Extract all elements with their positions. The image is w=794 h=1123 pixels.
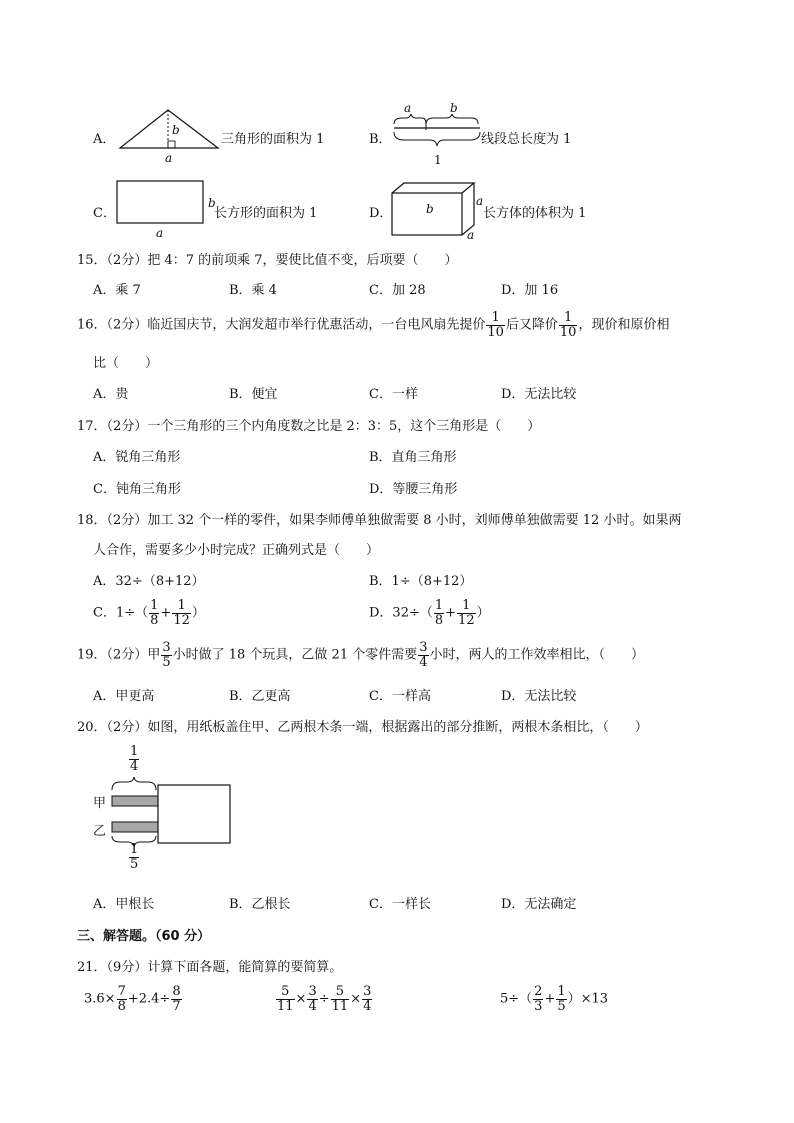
q19-option-a: A．甲更高 <box>93 689 155 704</box>
q16-stem-line1 <box>77 311 669 339</box>
segment-figure <box>392 100 482 172</box>
triangle-label-b: b <box>172 123 180 137</box>
q20-label-jia: 甲 <box>93 796 107 811</box>
q16-stem-b: 后又降价 <box>505 317 558 333</box>
rectangle-label-b: b <box>208 196 216 210</box>
q19-option-b: B．乙更高 <box>229 689 291 704</box>
q18-option-c: C．1÷（ $\frac{1}{8}$ + $\frac{1}{12}$ ） <box>93 598 205 628</box>
wood-strips-figure <box>108 776 233 848</box>
q20-top-fraction: $\frac{1}{4}$ <box>130 744 139 774</box>
cuboid-label-b: b <box>426 202 434 216</box>
rectangle-figure <box>116 180 216 240</box>
q18-d-fraction-1: $\frac{1}{8}$ <box>434 598 444 628</box>
q18-stem-line2: 人合作，需要多少小时完成？正确列式是（ ） <box>93 543 380 558</box>
q16-option-d: D．无法比较 <box>501 387 577 402</box>
q19-fraction-1: $\frac{3}{5}$ <box>162 640 171 670</box>
q14-option-a-text: 三角形的面积为 1 <box>221 132 325 147</box>
section-3-title: 三、解答题。（60 分） <box>77 929 211 944</box>
q20-option-a: A．甲根长 <box>93 897 155 912</box>
q19-stem: 19．（2分）甲 $\frac{3}{5}$ 小时做了 18 个玩具，乙做 21 个零件需要 $\frac{3}{4}$ 小时，两人的工作效率相比，（ ） <box>77 640 645 670</box>
q14-option-b-text: 线段总长度为 1 <box>481 132 572 147</box>
q16-stem-a: 16．（2分）临近国庆节，大润发超市举行优惠活动，一台电风扇先提价 <box>77 317 486 333</box>
triangle-figure <box>118 108 223 164</box>
q20-bottom-fraction: $\frac{1}{5}$ <box>130 842 139 872</box>
q18-option-b: B．1÷（8+12） <box>369 574 473 589</box>
q18-option-a: A．32÷（8+12） <box>93 574 205 589</box>
segment-label-a: a <box>404 101 412 115</box>
q16-option-b: B．便宜 <box>229 387 278 402</box>
q20-option-d: D．无法确定 <box>501 897 577 912</box>
q16-stem-line2: 比（ ） <box>93 356 159 371</box>
cuboid-label-a-depth: a <box>467 228 475 242</box>
q15-option-d: D．加 16 <box>501 283 559 298</box>
q18-stem-line1: 18．（2分）加工 32 个一样的零件，如果李师傅单独做需要 8 小时，刘师傅单独做需要 12 小时。如果两 <box>77 513 682 528</box>
q16-option-c: C．一样 <box>369 387 418 402</box>
q16-fraction-2: $\frac{1}{10}$ <box>559 310 577 340</box>
q15-stem: 15．（2分）把 4：7 的前项乘 7，要使比值不变，后项要（ ） <box>77 253 458 268</box>
q19-option-d: D．无法比较 <box>501 689 577 704</box>
q21-stem: 21．（9分）计算下面各题，能简算的要简算。 <box>77 960 343 975</box>
q14-option-d-text: 长方体的体积为 1 <box>483 206 587 221</box>
q14-option-d-letter: D． <box>369 206 393 221</box>
q14-option-c-text: 长方形的面积为 1 <box>214 206 318 221</box>
q19-fraction-2: $\frac{3}{4}$ <box>419 640 428 670</box>
cuboid-label-a-height: a <box>476 194 484 208</box>
q16-stem-c: ，现价和原价相 <box>578 317 670 333</box>
q20-option-c: C．一样长 <box>369 897 431 912</box>
q18-c-fraction-2: $\frac{1}{12}$ <box>173 598 190 628</box>
q20-option-b: B．乙根长 <box>229 897 291 912</box>
q21-expression-3: 5÷（ $\frac{2}{3}$ + $\frac{1}{5}$ ）×13 <box>500 984 609 1014</box>
q14-option-a-letter: A． <box>93 132 116 147</box>
cuboid-figure <box>390 181 485 241</box>
q21-expression-2: $\frac{5}{11}$ × $\frac{3}{4}$ ÷ $\frac{5}{11}$ × $\frac{3}{4}$ <box>277 984 372 1014</box>
q15-option-a: A．乘 7 <box>93 283 141 298</box>
q17-option-a: A．锐角三角形 <box>93 450 181 465</box>
segment-label-total: 1 <box>434 153 442 167</box>
q20-label-yi: 乙 <box>93 824 107 839</box>
triangle-label-a: a <box>165 151 173 165</box>
rectangle-label-a: a <box>156 226 164 240</box>
q15-option-b: B．乘 4 <box>229 283 277 298</box>
q17-stem: 17．（2分）一个三角形的三个内角度数之比是 2：3：5，这个三角形是（ ） <box>77 419 541 434</box>
q19-option-c: C．一样高 <box>369 689 431 704</box>
q17-option-c: C．钝角三角形 <box>93 482 181 497</box>
q18-c-fraction-1: $\frac{1}{8}$ <box>150 598 159 628</box>
q16-option-a: A．贵 <box>93 387 129 402</box>
q14-option-c-letter: C． <box>93 206 116 221</box>
q21-expression-1: 3.6× $\frac{7}{8}$ +2.4÷ $\frac{8}{7}$ <box>84 984 181 1014</box>
q18-option-d: D．32÷（ $\frac{1}{8}$ + $\frac{1}{12}$ ） <box>369 598 490 628</box>
q15-option-c: C．加 28 <box>369 283 426 298</box>
q16-fraction-1: $\frac{1}{10}$ <box>487 310 504 340</box>
segment-label-b: b <box>450 101 458 115</box>
q20-stem: 20．（2分）如图，用纸板盖住甲、乙两根木条一端，根据露出的部分推断，两根木条相比，（ ） <box>77 720 648 735</box>
q14-option-b-letter: B． <box>369 132 392 147</box>
q18-d-fraction-2: $\frac{1}{12}$ <box>458 598 475 628</box>
q17-option-d: D．等腰三角形 <box>369 482 458 497</box>
q17-option-b: B．直角三角形 <box>369 450 457 465</box>
